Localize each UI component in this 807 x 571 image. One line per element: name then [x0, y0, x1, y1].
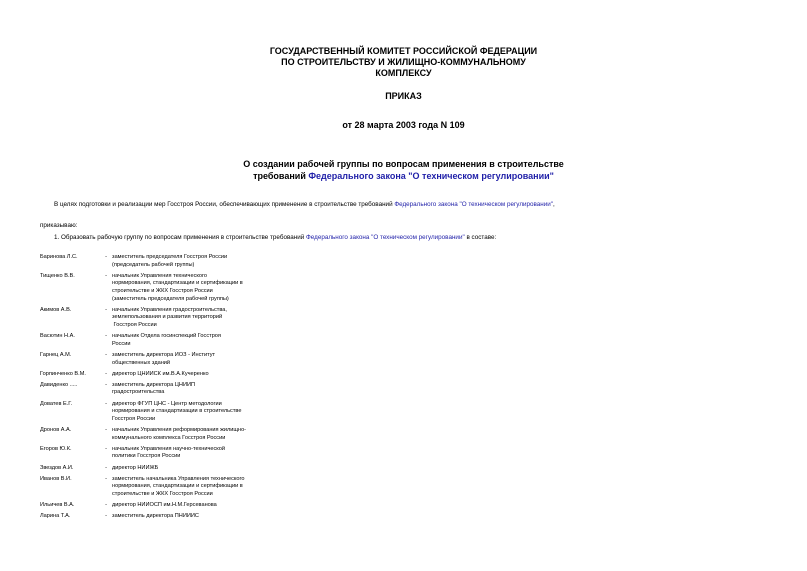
- member-position-line: нормирования и стандартизации в строительстве: [112, 408, 242, 415]
- item1-text-end: в составе:: [464, 234, 497, 241]
- member-row: [40, 401, 340, 424]
- member-name: Акимов А.В.: [40, 306, 72, 313]
- org-name-line3: КОМПЛЕКСУ: [375, 68, 432, 78]
- member-position-line: заместитель директора ИОЗ - Институт: [112, 351, 216, 358]
- member-position-line: директор ФГУП ЦНС - Центр методологии: [112, 400, 222, 407]
- member-row: [40, 446, 340, 461]
- member-name: Доватев Е.Г.: [40, 400, 73, 407]
- member-position: [112, 333, 340, 348]
- member-row: [40, 476, 340, 499]
- member-row: [40, 382, 340, 397]
- member-position-line: заместитель председателя Госстроя России: [112, 254, 228, 260]
- member-row: [40, 427, 340, 442]
- member-name: Иванов В.И.: [40, 475, 72, 482]
- member-position-line: России: [112, 340, 131, 347]
- member-name: Давиденко .....: [40, 381, 78, 388]
- subject-text: требований: [253, 171, 309, 181]
- member-name: Ларина Т.А.: [40, 513, 71, 520]
- member-dash: -: [105, 381, 107, 388]
- member-position: [112, 273, 340, 303]
- members-list: [40, 254, 340, 525]
- subject-law-link[interactable]: Федерального закона "О техническом регулировании": [308, 171, 554, 181]
- member-dash: -: [105, 351, 107, 358]
- member-position-line: (председатель рабочей группы): [112, 261, 195, 268]
- member-position-line: коммунального комплекса Госстроя России: [112, 434, 226, 441]
- member-row: [40, 352, 340, 367]
- member-position-line: начальник Управления научно-технической: [112, 445, 226, 452]
- member-position: [112, 382, 340, 397]
- member-name: Васютин Н.А.: [40, 333, 75, 340]
- intro-text-end: ,: [553, 201, 555, 208]
- member-position-line: начальник Управления реформирования жилищно-: [112, 427, 247, 434]
- item1-text: 1. Образовать рабочую группу по вопросам применения в строительстве требований: [54, 234, 306, 241]
- member-position-line: начальник Управления градостроительства,: [112, 306, 227, 313]
- intro-paragraph: [54, 201, 555, 209]
- member-position-line: Госстроя России: [112, 415, 156, 422]
- member-position: [112, 502, 340, 510]
- member-row: [40, 333, 340, 348]
- order-word: приказываю:: [40, 222, 78, 229]
- member-position: [112, 465, 340, 473]
- member-position-line: директор НИИЖБ: [112, 464, 159, 471]
- member-name: Дронов А.А.: [40, 427, 72, 434]
- member-position-line: градостроительства: [112, 389, 165, 396]
- member-name: Гарнец А.М.: [40, 351, 72, 358]
- member-dash: -: [105, 400, 107, 407]
- member-dash: -: [105, 427, 107, 434]
- member-position-line: директор ЦНИИСК им.В.А.Кучеренко: [112, 370, 209, 377]
- member-position: [112, 513, 340, 521]
- member-position-line: директор НИИОСП им.Н.М.Герсеванова: [112, 502, 217, 509]
- member-name: Горпинченко В.М.: [40, 370, 86, 377]
- member-name: Егоров Ю.К.: [40, 445, 72, 452]
- member-position: [112, 307, 340, 330]
- member-position-line: начальник Отдела госинспекций Госстроя: [112, 333, 221, 340]
- member-name: Баринова Л.С.: [40, 254, 78, 260]
- member-dash: -: [105, 272, 107, 279]
- org-name-line1: ГОСУДАРСТВЕННЫЙ КОМИТЕТ РОССИЙСКОЙ ФЕДЕРАЦИИ: [269, 46, 538, 56]
- member-dash: -: [105, 333, 107, 340]
- member-row: [40, 371, 340, 379]
- doc-subject-line2: [0, 171, 807, 182]
- member-position-line: заместитель начальника Управления технического: [112, 475, 245, 482]
- member-position: [112, 254, 340, 269]
- member-dash: -: [105, 464, 107, 471]
- member-position-line: общественных зданий: [112, 359, 171, 366]
- member-position-line: строительстве и ЖКХ Госстроя России: [112, 287, 213, 294]
- member-dash: -: [105, 306, 107, 313]
- member-dash: -: [105, 513, 107, 520]
- member-dash: -: [105, 370, 107, 377]
- member-row: [40, 273, 340, 303]
- intro-text: В целях подготовки и реализации мер Госстроя России, обеспечивающих применение в строительстве требований: [54, 201, 395, 208]
- doc-subject-line1: О создании рабочей группы по вопросам применения в строительстве: [243, 159, 564, 169]
- member-position-line: начальник Управления технического: [112, 272, 208, 279]
- member-position-line: Госстроя России: [112, 321, 157, 328]
- member-row: [40, 513, 340, 521]
- member-position: [112, 446, 340, 461]
- member-row: [40, 502, 340, 510]
- member-position-line: заместитель директора ЦНИИП: [112, 381, 196, 388]
- org-name-line2: ПО СТРОИТЕЛЬСТВУ И ЖИЛИЩНО-КОММУНАЛЬНОМУ: [281, 57, 526, 67]
- member-name: Тищенко В.В.: [40, 272, 75, 279]
- member-position-line: (заместитель председателя рабочей группы): [112, 295, 229, 302]
- member-position-line: политики Госстроя России: [112, 453, 181, 460]
- member-name: Звездов А.И.: [40, 464, 74, 471]
- member-position-line: заместитель директора ПНИИИС: [112, 513, 199, 520]
- member-dash: -: [105, 254, 107, 260]
- member-position: [112, 427, 340, 442]
- member-position-line: нормирования, стандартизации и сертификации в: [112, 280, 243, 287]
- member-row: [40, 307, 340, 330]
- doc-date-number: от 28 марта 2003 года N 109: [342, 120, 465, 130]
- doc-type: ПРИКАЗ: [385, 91, 422, 101]
- member-dash: -: [105, 445, 107, 452]
- member-position-line: землепользования и развития территорий: [112, 314, 223, 321]
- member-dash: -: [105, 475, 107, 482]
- member-position-line: строительстве и ЖКХ Госстроя России: [112, 490, 213, 497]
- member-position-line: нормирования, стандартизации и сертификации в: [112, 483, 243, 490]
- member-position: [112, 352, 340, 367]
- intro-law-link[interactable]: Федерального закона "О техническом регулировании": [394, 201, 554, 208]
- member-position: [112, 371, 340, 379]
- member-row: [40, 465, 340, 473]
- member-position: [112, 401, 340, 424]
- member-position: [112, 476, 340, 499]
- member-row: [40, 254, 340, 269]
- item1-law-link[interactable]: Федерального закона "О техническом регулировании": [306, 234, 465, 241]
- order-item-1: [54, 234, 496, 242]
- member-name: Ильичев В.А.: [40, 502, 75, 509]
- member-dash: -: [105, 502, 107, 509]
